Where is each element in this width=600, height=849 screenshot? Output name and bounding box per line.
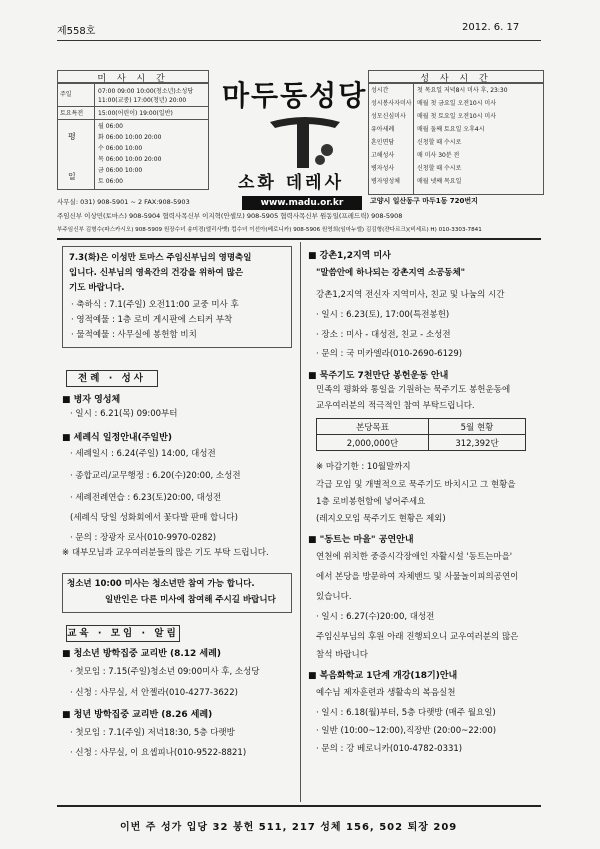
mass-row: 화 06:00 10:00 20:00 <box>98 134 162 141</box>
parish-address: 고양시 일산동구 마두1동 720번지 <box>370 197 478 205</box>
section-banner: 교육 · 모임 · 알림 <box>66 625 180 642</box>
parish-patron: 소화 데레사 <box>238 173 345 193</box>
section-heading: ■ 세례식 일정안내(주일반) <box>62 433 172 443</box>
mass-row: 목 06:00 10:00 20:00 <box>98 156 162 163</box>
issue-number: 제558호 <box>57 26 96 37</box>
hymn-footer: 이번 주 성가 입당 32 봉헌 511, 217 성체 156, 502 퇴장 209 <box>120 822 458 833</box>
mass-times-table <box>57 83 209 190</box>
mass-row: 금 06:00 10:00 <box>98 167 143 174</box>
section-heading: ■ 강촌1,2지역 미사 <box>308 251 391 261</box>
section-heading: ■ 묵주기도 7천만단 봉헌운동 안내 <box>308 371 449 381</box>
youth-notice-box: 청소년 10:00 미사는 청소년만 참여 가능 합니다. 일반인은 다른 미사에 참여해 주시길 바랍니다 <box>62 573 292 613</box>
parish-name: 마두동성당 <box>222 79 368 112</box>
parish-url[interactable]: www.madu.or.kr <box>242 196 362 210</box>
sacraments-table: 성시간 첫 목요일 저녁8시 미사 후, 23:30 성시봉사자미사 매월 첫 금요일 오전10시 미사 성모신심미사 매월 첫 토요일 오전10시 미사 유아세례 매월 둘째 토요일 오후4시 혼인면담 신청할 때 수시로 고해성사 매 미사 30분 전 병자성사 신청할 때 수시로 병자영성체 매월 넷째 목요일 <box>368 83 544 195</box>
section-banner: 전례 · 성사 <box>66 370 158 387</box>
cross-logo-icon <box>265 110 345 170</box>
section-heading: ■ 청년 방학집중 교리반 (8.26 세례) <box>62 710 213 720</box>
section-heading: ■ 복음화학교 1단계 개강(18기)안내 <box>308 671 458 681</box>
contact-line: 부주임신부 김형수(파스카시오) 908-5909 원장수녀 송미경(엘리사벳) 컵수녀 이선아(베로니카) 908-5906 원영희(임마누엘) 김김형(쟌다르크)(비세르) H) 010-3303-7841 <box>57 227 482 233</box>
divider <box>57 238 541 240</box>
section-heading: ■ 병자 영성체 <box>62 395 121 405</box>
issue-date: 2012. 6. 17 <box>462 22 520 33</box>
prayer-stats-table: 본당목표 5월 현황 2,000,000단 312,392단 <box>316 418 526 451</box>
mass-row: 월 06:00 <box>98 123 123 130</box>
mass-row: 15:00(어린이) 19:00(일반) <box>98 110 173 117</box>
column-divider <box>300 242 301 802</box>
section-heading: ■ "동트는 마을" 공연안내 <box>308 535 414 545</box>
mass-row: 07:00 09:00 10:00(청소년)소성당 <box>98 88 194 95</box>
divider <box>57 805 541 807</box>
mass-row: 11:00(교중) 17:00(청년) 20:00 <box>98 97 187 104</box>
contact-line: 주임신부 이상민(토마스) 908-5904 협력사목신부 이지혁(안셀모) 908-5905 협력사목신부 원동일(프레드릭) 908-5908 <box>57 212 403 220</box>
mass-row: 수 06:00 10:00 <box>98 145 143 152</box>
feast-notice-box: 7.3(화)은 이성만 토마스 주임신부님의 영명축일 입니다. 신부님의 영육간의 건강을 위하여 많은 기도 바랍니다. · 축하식 : 7.1(주일) 오전11:00 교중 미사 후 · 영적예물 : 1층 로비 게시판에 스티커 부착 · 물적예물 : 사무실에 봉헌함 비치 <box>62 246 292 348</box>
sacraments-title: 성 사 시 간 <box>368 70 544 83</box>
contact-line: 사무실: 031) 908-5901 ~ 2 FAX:908-5903 <box>57 198 190 206</box>
label-sunday: 주일 <box>60 91 72 98</box>
mass-row: 토 06:00 <box>98 178 123 185</box>
mass-times-title: 미 사 시 간 <box>57 70 209 83</box>
section-heading: ■ 청소년 방학집중 교리반 (8.12 세례) <box>62 649 221 659</box>
label-saturday: 토요특전 <box>60 110 84 117</box>
divider <box>57 40 541 41</box>
label-weekday: 평 <box>68 132 76 141</box>
label-weekday2: 일 <box>68 172 76 181</box>
